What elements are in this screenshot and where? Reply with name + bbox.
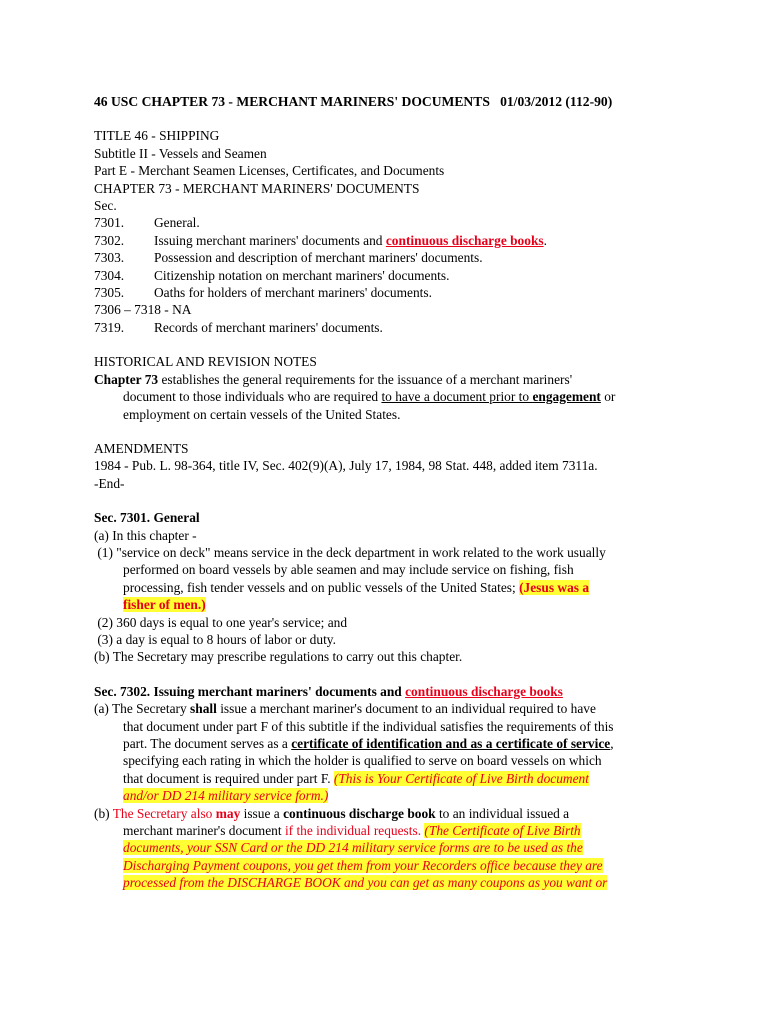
sec-7302-text: part. The document serves as a: [123, 736, 292, 751]
sec-7302-red-text: The Secretary also: [112, 805, 216, 821]
hist-heading: HISTORICAL AND REVISION NOTES: [94, 354, 317, 370]
hist-underlined: to have a document prior to: [381, 389, 533, 405]
sec-7301-b: (b) The Secretary may prescribe regulations to carry out this chapter.: [94, 649, 463, 665]
chapter-line: CHAPTER 73 - MERCHANT MARINERS' DOCUMENTS: [94, 180, 420, 196]
title-line: TITLE 46 - SHIPPING: [94, 128, 220, 144]
sec-7302-a: [94, 770, 674, 787]
toc-text: General.: [154, 215, 200, 231]
toc-text: Records of merchant mariners' documents.: [154, 319, 383, 335]
sec-7302-a: [94, 700, 674, 717]
part-line: Part E - Merchant Seamen Licenses, Certificates, and Documents: [94, 163, 445, 179]
annotation-highlight: processed from the DISCHARGE BOOK and you can get as many coupons as you want or: [123, 875, 608, 891]
toc-text: Oaths for holders of merchant mariners' documents.: [154, 285, 432, 301]
sec-7302-text: ,: [610, 736, 614, 751]
annotation-highlight: and/or DD 214 military service form.): [123, 788, 329, 804]
toc-na-range: 7306 – 7318 - NA: [94, 302, 192, 318]
hist-line: [94, 388, 674, 405]
document-body: [94, 93, 674, 892]
sec-7302-a: specifying each rating in which the holder is qualified to serve on board vessels on which: [123, 753, 602, 769]
toc-number: 7319.: [94, 319, 125, 335]
sec-7301-a: (a) In this chapter -: [94, 527, 197, 543]
sec-7302-shall: shall: [190, 701, 217, 717]
sec-7302-b: [94, 805, 674, 822]
sec-7302-text: merchant mariner's document: [123, 823, 285, 839]
sec-7302-b: [94, 857, 674, 874]
sec-7301-text: processing, fish tender vessels and on public vessels of the United States;: [123, 579, 520, 595]
toc-item: [94, 249, 674, 266]
annotation-highlight: fisher of men.): [123, 597, 206, 613]
sec-7301-p1: performed on board vessels by able seamen and may include service on fishing, fish: [123, 562, 574, 578]
annotation-highlight: documents, your SSN Card or the DD 214 military service forms are to be used as the: [123, 840, 583, 856]
title-block: [94, 127, 674, 214]
hist-text: or: [600, 389, 616, 405]
sec-7302-text: that document is required under part F.: [123, 770, 334, 786]
sec-7302-heading: [94, 683, 674, 700]
annotation-highlight: (The Certificate of Live Birth: [424, 823, 581, 839]
sec-label: Sec.: [94, 198, 117, 214]
toc-link-discharge-books[interactable]: continuous discharge books: [385, 232, 544, 248]
toc-number: 7302.: [94, 232, 125, 248]
sec-7301-heading: Sec. 7301. General: [94, 510, 200, 526]
sec-7302-a: that document under part F of this subtitle if the individual satisfies the requirements of this: [123, 718, 614, 734]
sec-7302-b: [94, 839, 674, 856]
table-of-contents: [94, 214, 674, 336]
annotation-highlight: (Jesus was a: [519, 579, 590, 595]
sec-7302-text: (a) The Secretary: [94, 701, 191, 717]
sec-7301-p2: (2) 360 days is equal to one year's service; and: [94, 614, 348, 630]
sec-7302-heading-link[interactable]: continuous discharge books: [405, 683, 563, 699]
toc-number: 7304.: [94, 267, 125, 283]
sec-7301-p1: [94, 579, 674, 596]
toc-number: 7303.: [94, 250, 125, 266]
sec-7302-a: [94, 787, 674, 804]
sec-7302-b: [94, 874, 674, 891]
toc-text-end: .: [543, 232, 547, 248]
hist-line: employment on certain vessels of the United States.: [123, 406, 401, 422]
end-marker: -End-: [94, 475, 125, 491]
subtitle-line: Subtitle II - Vessels and Seamen: [94, 145, 267, 161]
hist-text: establishes the general requirements for the issuance of a merchant mariners': [158, 371, 573, 387]
document-header: 46 USC CHAPTER 73 - MERCHANT MARINERS' DOCUMENTS 01/03/2012 (112-90): [94, 94, 613, 109]
toc-text: Possession and description of merchant mariners' documents.: [154, 250, 483, 266]
sec-7302-text: issue a merchant mariner's document to an individual required to have: [216, 701, 596, 717]
historical-notes: [94, 353, 674, 423]
toc-item: [94, 232, 674, 249]
toc-item: [94, 267, 674, 284]
sec-7302-b: [94, 822, 674, 839]
annotation-highlight: Discharging Payment coupons, you get them from your Recorders office because they are: [123, 857, 603, 873]
sec-7302-certificate: certificate of identification and as a certificate of service: [291, 736, 611, 751]
sec-7302-may: may: [215, 805, 241, 821]
sec-7301-p1: [94, 596, 674, 613]
amendments: [94, 440, 674, 492]
sec-7301-p1: (1) "service on deck" means service in the deck department in work related to the work usually: [94, 544, 606, 560]
toc-text: Issuing merchant mariners' documents and: [154, 232, 386, 248]
toc-number: 7301.: [94, 215, 125, 231]
sec-7302-red-text: if the individual requests.: [284, 823, 425, 839]
toc-item: [94, 214, 674, 231]
hist-engagement: engagement: [532, 389, 601, 405]
section-7302: [94, 683, 674, 892]
sec-7302-text: (b): [94, 805, 113, 821]
sec-7302-text: to an individual issued a: [435, 805, 570, 821]
toc-item: [94, 284, 674, 301]
sec-7302-heading-text: Sec. 7302. Issuing merchant mariners' documents and: [94, 683, 406, 699]
annotation-highlight: (This is Your Certificate of Live Birth document: [333, 770, 589, 786]
toc-item: [94, 319, 674, 336]
sec-7302-text: issue a: [240, 805, 284, 821]
hist-text: document to those individuals who are required: [123, 389, 382, 405]
amend-heading: AMENDMENTS: [94, 440, 189, 456]
section-7301: [94, 509, 674, 666]
amend-line: 1984 - Pub. L. 98-364, title IV, Sec. 402(9)(A), July 17, 1984, 98 Stat. 448, added item 7311a.: [94, 458, 598, 474]
sec-7302-discharge-book: continuous discharge book: [283, 805, 436, 821]
hist-line: [94, 371, 674, 388]
sec-7302-a: [94, 735, 674, 752]
hist-chapter: Chapter 73: [94, 371, 159, 387]
sec-7301-p3: (3) a day is equal to 8 hours of labor or duty.: [94, 631, 336, 647]
toc-number: 7305.: [94, 285, 125, 301]
toc-text: Citizenship notation on merchant mariners' documents.: [154, 267, 450, 283]
